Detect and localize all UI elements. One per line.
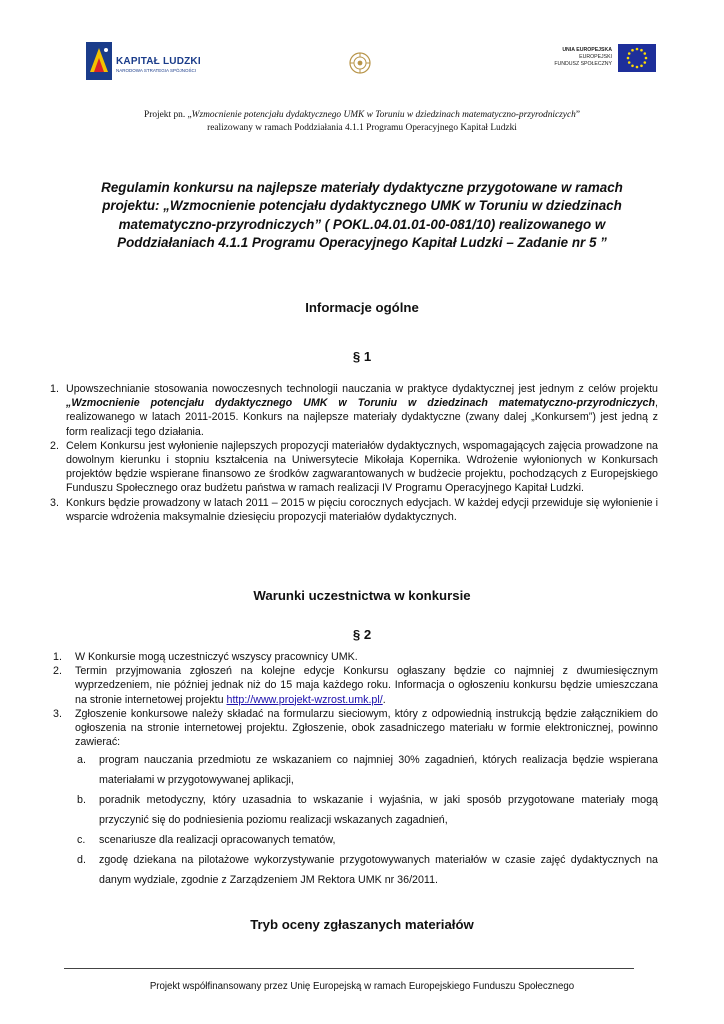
section2-list (53, 650, 658, 890)
title-line-3: matematyczno-przyrodniczych” ( POKL.04.01.01-00-081/10) realizowanego w (118, 216, 606, 232)
section2-heading: Warunki uczestnictwa w konkursie (253, 588, 471, 603)
sub-text: poradnik metodyczny, który uzasadnia to wskazanie i wyjaśnia, w jaki sposób przygotowane materiały mogą przyczynić się do podniesienia poziomu realizacji wskazanych zagadnień, (99, 794, 658, 827)
sub-text: scenariusze dla realizacji opracowanych tematów, (99, 834, 336, 847)
project-suffix: ” (575, 110, 580, 120)
kapital-ludzki-title: KAPITAŁ LUDZKI (116, 56, 201, 67)
section1-paragraph-mark: § 1 (352, 349, 372, 364)
list-item (50, 496, 658, 524)
sub-text: zgodę dziekana na pilotażowe wykorzystywanie przygotowywanych materiałów w czasie zajęć dydaktycznych na danym wydziale, zgodnie z Zarządzeniem JM Rektora UMK nr 36/2011. (99, 854, 658, 887)
list-number: 3. (50, 496, 59, 509)
list-number: 1. (53, 651, 62, 663)
eu-line2: EUROPEJSKI (579, 54, 612, 60)
item-text-tail: . (382, 693, 386, 706)
footer-text: Projekt współfinansowany przez Unię Europejską w ramach Europejskiego Funduszu Społecznego (149, 981, 575, 992)
sub-letter: d. (77, 854, 86, 867)
eu-logo-text (532, 47, 612, 68)
list-item (50, 439, 658, 496)
section1-heading: Informacje ogólne (305, 300, 419, 315)
section3-heading: Tryb oceny zgłaszanych materiałów (250, 917, 474, 932)
title-line-4: Poddziałaniach 4.1.1 Programu Operacyjnego Kapitał Ludzki – Zadanie nr 5 ” (117, 235, 607, 251)
section2-paragraph-mark: § 2 (352, 627, 372, 642)
list-item (50, 382, 658, 439)
project-line-1 (40, 109, 684, 122)
item-text: W Konkursie mogą uczestniczyć wszyscy pracownicy UMK. (75, 651, 358, 663)
item-text: Upowszechnianie stosowania nowoczesnych technologii nauczania w praktyce dydaktycznej jest jednym z celów projektu (66, 383, 658, 395)
item-project-name: „Wzmocnienie potencjału dydaktycznego UMK w Toruniu w dziedzinach matematyczno-przyrodniczych (66, 397, 656, 410)
document-title (70, 179, 654, 253)
item-text-tail: , realizowanego w latach 2011-2015. Konkurs na najlepsze materiały dydaktyczne (zwany dalej „Konkursem”) jest jedną z form realizacji tego działania. (66, 397, 658, 438)
sub-letter: c. (77, 834, 86, 847)
list-item (53, 664, 658, 707)
kapital-ludzki-icon (86, 42, 112, 80)
project-prefix: Projekt pn. „ (144, 110, 192, 120)
kapital-ludzki-logo (86, 42, 206, 82)
sub-list-item (77, 830, 658, 850)
sub-list (77, 750, 658, 890)
item-text: Zgłoszenie konkursowe należy składać na formularzu sieciowym, który z odpowiednią instrukcją będzie załącznikiem do ogłoszenia na stronie internetowej projektu. Zgłoszenie, obok zasadniczego materiału w formie elektronicznej, powinno zawierać: (75, 707, 658, 749)
eu-line3: FUNDUSZ SPOŁECZNY (554, 61, 612, 67)
list-item (53, 650, 658, 664)
eu-flag-icon (618, 44, 656, 72)
sub-letter: b. (77, 794, 86, 807)
sub-list-item (77, 750, 658, 790)
list-item (53, 707, 658, 750)
university-crest-icon (349, 52, 371, 74)
section1-list (50, 382, 658, 524)
title-line-1: Regulamin konkursu na najlepsze materiały dydaktyczne przygotowane w ramach (101, 180, 623, 195)
list-number: 1. (50, 383, 59, 395)
sub-letter: a. (77, 754, 86, 767)
project-line-2: realizowany w ramach Poddziałania 4.1.1 Programu Operacyjnego Kapitał Ludzki (207, 123, 517, 133)
eu-line1: UNIA EUROPEJSKA (562, 47, 612, 53)
project-website-link[interactable]: http://www.projekt-wzrost.umk.pl/ (226, 693, 383, 706)
sub-text: program nauczania przedmiotu ze wskazaniem co najmniej 30% zagadnień, których realizacja będzie wspierana materiałami w przygotowywanej aplikacji, (99, 754, 658, 787)
sub-list-item (77, 790, 658, 830)
item-text: Termin przyjmowania zgłoszeń na kolejne edycje Konkursu ogłaszany będzie co najmniej z dwumiesięcznym wyprzedzeniem, nie później jednak niż do 15 maja każdego roku. Informacja o ogłoszeniu konkursu będzie umieszczana na stronie internetowej projektu (75, 665, 658, 706)
list-number: 2. (53, 665, 62, 678)
list-number: 3. (53, 707, 62, 720)
item-text: Celem Konkursu jest wyłonienie najlepszych propozycji materiałów dydaktycznych, wspomagających zajęcia prowadzone na dowolnym kierunku i stopniu kształcenia na Uniwersytecie Mikołaja Kopernika. Wdrożenie wyłonionych w Konkursach projektów będzie wspierane finansowo ze środków zagwarantowanych w budżecie projektu, pochodzących z Europejskiego Funduszu Społecznego oraz budżetu państwa w ramach realizacji IV Programu Operacyjnego Kapitał Ludzki. (66, 439, 658, 495)
sub-list-item (77, 850, 658, 890)
kapital-ludzki-subtitle: NARODOWA STRATEGIA SPÓJNOŚCI (116, 68, 197, 73)
list-number: 2. (50, 439, 59, 452)
item-text: Konkurs będzie prowadzony w latach 2011 – 2015 w pięciu corocznych edycjach. W każdej edycji przewiduje się wyłonienie i wsparcie wdrożenia maksymalnie dziesięciu propozycji materiałów dydaktycznych. (66, 496, 658, 523)
project-name: Wzmocnienie potencjału dydaktycznego UMK w Toruniu w dziedzinach matematyczno-przyrodniczych (191, 110, 576, 120)
title-line-2: projektu: „Wzmocnienie potencjału dydaktycznego UMK w Toruniu w dziedzinach (102, 198, 622, 214)
footer-divider (64, 968, 634, 969)
